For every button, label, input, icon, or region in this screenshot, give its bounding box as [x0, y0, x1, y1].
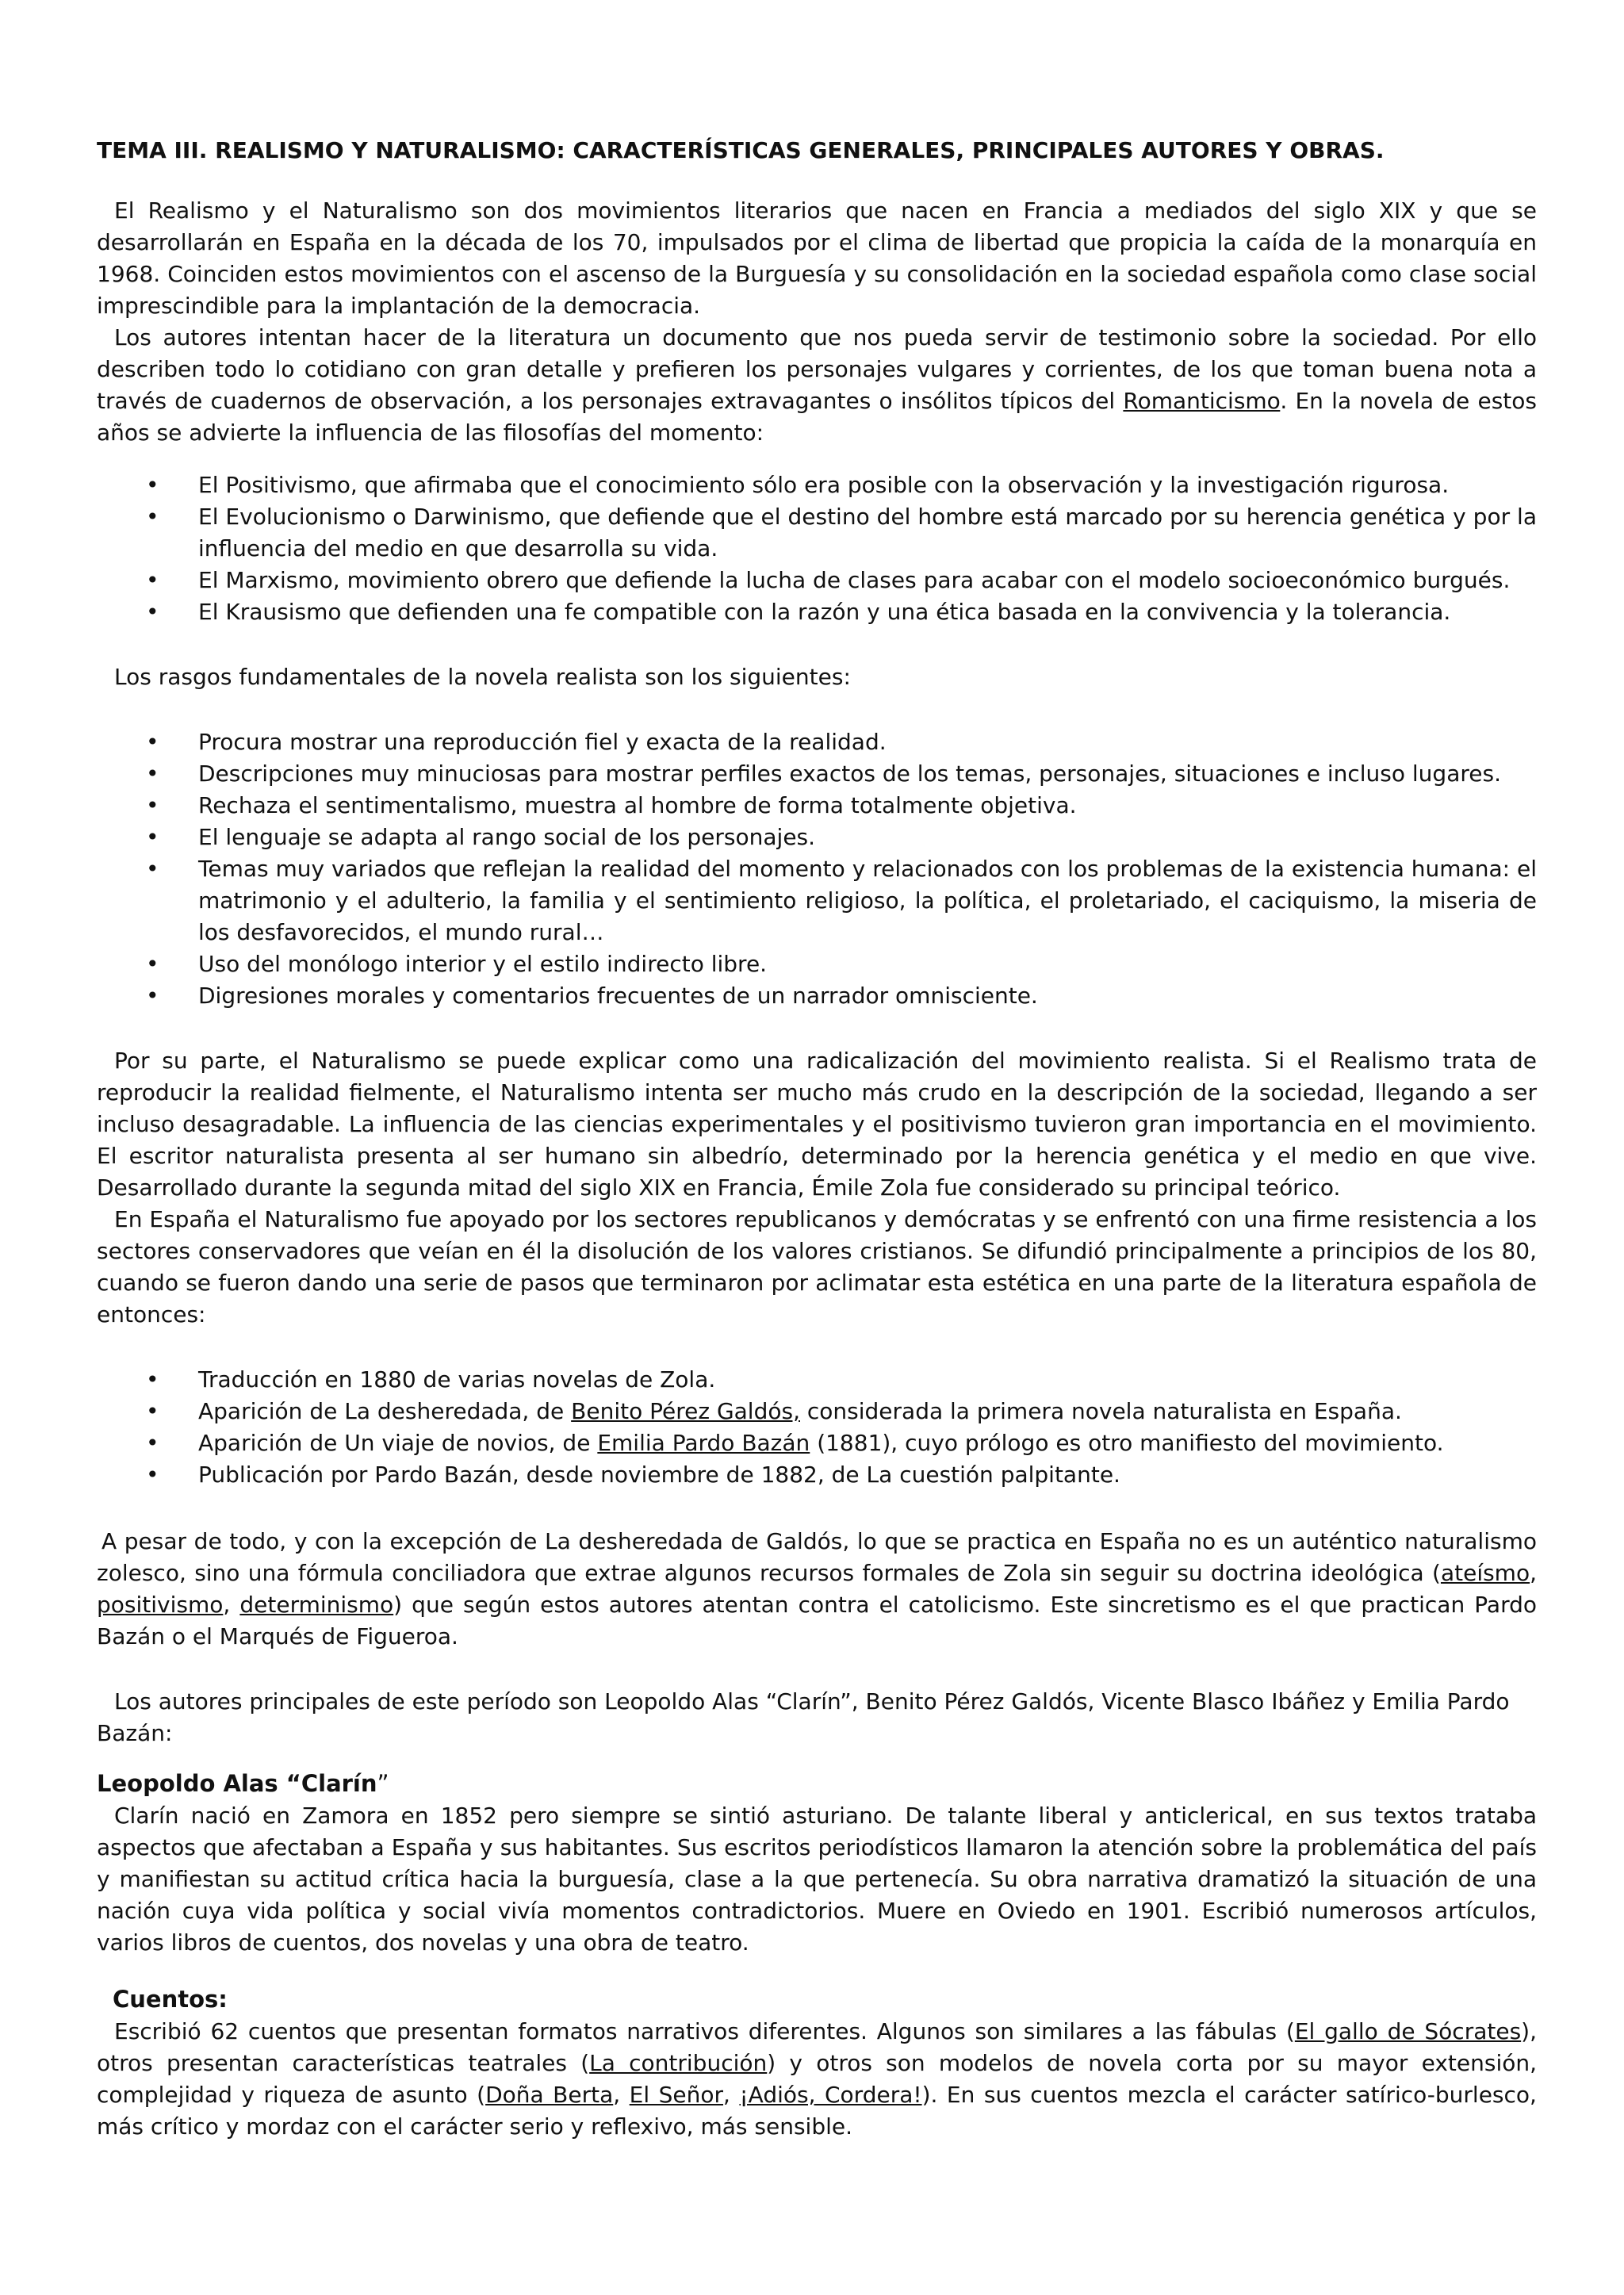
rasgos-intro: Los rasgos fundamentales de la novela realista son los siguientes: [114, 664, 851, 690]
link-emilia-pardo-bazan[interactable]: Emilia Pardo Bazán [597, 1430, 810, 1456]
list-item: • El Marxismo, movimiento obrero que defiende la lucha de clases para acabar con el modelo socioeconómico burgués. [97, 565, 1537, 596]
page-title: TEMA III. REALISMO Y NATURALISMO: CARACTERÍSTICAS GENERALES, PRINCIPALES AUTORES Y OBRAS. [97, 137, 1385, 163]
autores-intro: Los autores principales de este período son Leopoldo Alas “Clarín”, Benito Pérez Galdós, Vicente Blasco Ibáñez y Emilia Pardo Bazán: [97, 1688, 1510, 1746]
naturalismo-paragraph-2: En España el Naturalismo fue apoyado por los sectores republicanos y demócratas y se enfrentó con una firme resistencia a los sectores conservadores que veían en él la disolución de los valores cristianos. Se difundió principalmente a principios de los 80, cuando se fueron dando una serie de pasos que terminaron por aclimatar esta estética en una parte de la literatura española de entonces: [97, 1206, 1537, 1328]
list-item: • Aparición de Un viaje de novios, de Emilia Pardo Bazán (1881), cuyo prólogo es otro manifiesto del movimiento. [97, 1427, 1537, 1459]
pasos-list [97, 1364, 1537, 1491]
list-item: • Traducción en 1880 de varias novelas de Zola. [97, 1364, 1537, 1396]
naturalismo-paragraph-1: Por su parte, el Naturalismo se puede explicar como una radicalización del movimiento realista. Si el Realismo trata de reproducir la realidad fielmente, el Naturalismo intenta ser mucho más crudo en la descripción de la sociedad, llegando a ser incluso desagradable. La influencia de las ciencias experimentales y el positivismo tuvieron gran importancia en el movimiento. El escritor naturalista presenta al ser humano sin albedrío, determinado por la herencia genética y el medio en que vive. Desarrollado durante la segunda mitad del siglo XIX en Francia, Émile Zola fue considerado su principal teórico. [97, 1048, 1537, 1201]
link-dona-berta[interactable]: Doña Berta [485, 2082, 614, 2108]
sincretismo-paragraph: A pesar de todo, y con la excepción de La desheredada de Galdós, lo que se practica en España no es un auténtico naturalismo zolesco, sino una fórmula conciliadora que extrae algunos recursos formales de Zola sin seguir su doctrina ideológica (ateísmo, positivismo, determinismo) que según estos autores atentan contra el catolicismo. Este sincretismo es el que practican Pardo Bazán o el Marqués de Figueroa. [97, 1528, 1537, 1649]
cuentos-paragraph: Escribió 62 cuentos que presentan formatos narrativos diferentes. Algunos son similares a las fábulas (El gallo de Sócrates), otros presentan características teatrales (La contribución) y otros son modelos de novela corta por su mayor extensión, complejidad y riqueza de asunto (Doña Berta, El Señor, ¡Adiós, Cordera!). En sus cuentos mezcla el carácter satírico-burlesco, más crítico y mordaz con el carácter serio y reflexivo, más sensible. [97, 2018, 1537, 2140]
link-romanticismo[interactable]: Romanticismo [1123, 388, 1281, 414]
list-item: • Temas muy variados que reflejan la realidad del momento y relacionados con los problemas de la existencia humana: el matrimonio y el adulterio, la familia y el sentimiento religioso, la política, el proletariado, el caciquismo, la miseria de los desfavorecidos, el mundo rural… [97, 853, 1537, 948]
link-el-gallo-de-socrates[interactable]: El gallo de Sócrates [1294, 2018, 1522, 2044]
list-item: • Uso del monólogo interior y el estilo indirecto libre. [97, 948, 1537, 980]
list-item: • El lenguaje se adapta al rango social de los personajes. [97, 822, 1537, 853]
link-benito-perez-galdos[interactable]: Benito Pérez Galdós, [571, 1398, 800, 1424]
rasgos-list [97, 726, 1537, 1012]
section-heading-cuentos: Cuentos: [113, 1986, 228, 2013]
list-item: • El Evolucionismo o Darwinismo, que defiende que el destino del hombre está marcado por su herencia genética y por la influencia del medio en que desarrolla su vida. [97, 501, 1537, 565]
intro-paragraph-1: El Realismo y el Naturalismo son dos movimientos literarios que nacen en Francia a mediados del siglo XIX y que se desarrollarán en España en la década de los 70, impulsados por el clima de libertad que propicia la caída de la monarquía en 1968. Coinciden estos movimientos con el ascenso de la Burguesía y su consolidación en la sociedad española como clase social imprescindible para la implantación de la democracia. [97, 197, 1537, 319]
list-item: • El Krausismo que defienden una fe compatible con la razón y una ética basada en la convivencia y la tolerancia. [97, 596, 1537, 628]
list-item: • Aparición de La desheredada, de Benito Pérez Galdós, considerada la primera novela naturalista en España. [97, 1396, 1537, 1427]
link-determinismo[interactable]: determinismo [239, 1592, 394, 1618]
intro-paragraph-2: Los autores intentan hacer de la literatura un documento que nos pueda servir de testimonio sobre la sociedad. Por ello describen todo lo cotidiano con gran detalle y prefieren los personajes vulgares y corrientes, de los que toman buena nota a través de cuadernos de observación, a los personajes extravagantes o insólitos típicos del Romanticismo. En la novela de estos años se advierte la influencia de las filosofías del momento: [97, 324, 1537, 446]
section-heading-clarin: Leopoldo Alas “Clarín” [97, 1770, 389, 1797]
list-item: • Digresiones morales y comentarios frecuentes de un narrador omnisciente. [97, 980, 1537, 1012]
link-la-contribucion[interactable]: La contribución [589, 2050, 768, 2076]
list-item: • Publicación por Pardo Bazán, desde noviembre de 1882, de La cuestión palpitante. [97, 1459, 1537, 1491]
list-item: • Descripciones muy minuciosas para mostrar perfiles exactos de los temas, personajes, situaciones e incluso lugares. [97, 758, 1537, 790]
clarin-bio: Clarín nació en Zamora en 1852 pero siempre se sintió asturiano. De talante liberal y anticlerical, en sus textos trataba aspectos que afectaban a España y sus habitantes. Sus escritos periodísticos llamaron la atención sobre la problemática del país y manifiestan su actitud crítica hacia la burguesía, clase a la que pertenecía. Su obra narrativa dramatizó la situación de una nación cuya vida política y social vivía momentos contradictorios. Muere en Oviedo en 1901. Escribió numerosos artículos, varios libros de cuentos, dos novelas y una obra de teatro. [97, 1803, 1537, 1956]
list-item: • El Positivismo, que afirmaba que el conocimiento sólo era posible con la observación y la investigación rigurosa. [97, 469, 1537, 501]
link-ateismo[interactable]: ateísmo [1440, 1560, 1530, 1586]
link-el-senor[interactable]: El Señor [629, 2082, 724, 2108]
link-adios-cordera[interactable]: ¡Adiós, Cordera! [739, 2082, 922, 2108]
filosofias-list [97, 469, 1537, 628]
link-positivismo[interactable]: positivismo [97, 1592, 224, 1618]
list-item: • Rechaza el sentimentalismo, muestra al hombre de forma totalmente objetiva. [97, 790, 1537, 822]
list-item: • Procura mostrar una reproducción fiel y exacta de la realidad. [97, 726, 1537, 758]
